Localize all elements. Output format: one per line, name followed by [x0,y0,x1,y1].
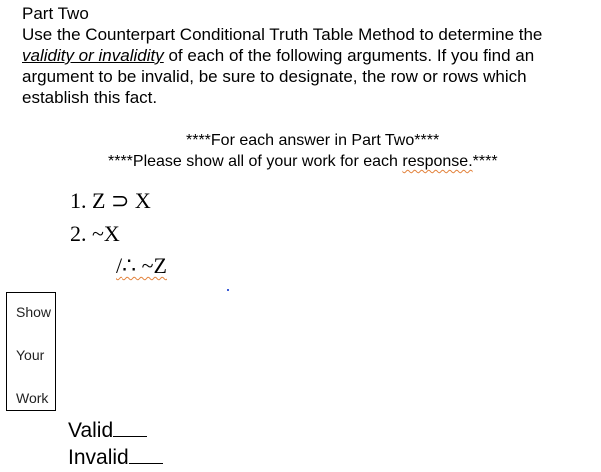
instructions-line-2 [22,45,597,66]
invalid-label: Invalid [68,446,129,469]
work-box-word-your: Your [16,347,45,363]
conclusion-formula: ~Z [136,253,167,278]
therefore-icon: ∴ [122,253,137,278]
conclusion [116,254,167,278]
instructions-line-1: Use the Counterpart Conditional Truth Table Method to determine the [22,25,543,44]
premise-2: 2. ~X [70,221,120,246]
valid-answer [68,416,147,443]
stray-dot [227,289,229,291]
instructions-line-2-rest: of each of the following arguments. If you find an [163,46,535,65]
work-box-word-show: Show [16,304,52,320]
conclusion-slash: / [116,253,123,278]
note-show-work-prefix: ****Please show all of your work for each [108,153,403,170]
note-show-work [108,152,498,172]
invalid-blank[interactable] [129,443,163,464]
instructions-line-3: argument to be invalid, be sure to designate, the row or rows which [22,67,527,86]
instructions-paragraph [22,24,597,108]
part-heading: Part Two [22,4,89,23]
valid-label: Valid [68,419,114,442]
valid-blank[interactable] [113,416,147,437]
work-box-word-work: Work [16,390,49,406]
premise-1: 1. Z ⊃ X [70,188,151,213]
instructions-line-4: establish this fact. [22,88,158,107]
show-work-box [6,292,56,411]
validity-emphasis: validity or invalidity [22,46,164,65]
invalid-answer [68,443,163,470]
note-show-work-suffix: **** [472,153,498,170]
note-each-answer: ****For each answer in Part Two**** [186,132,440,149]
note-response-word: response. [402,153,473,170]
